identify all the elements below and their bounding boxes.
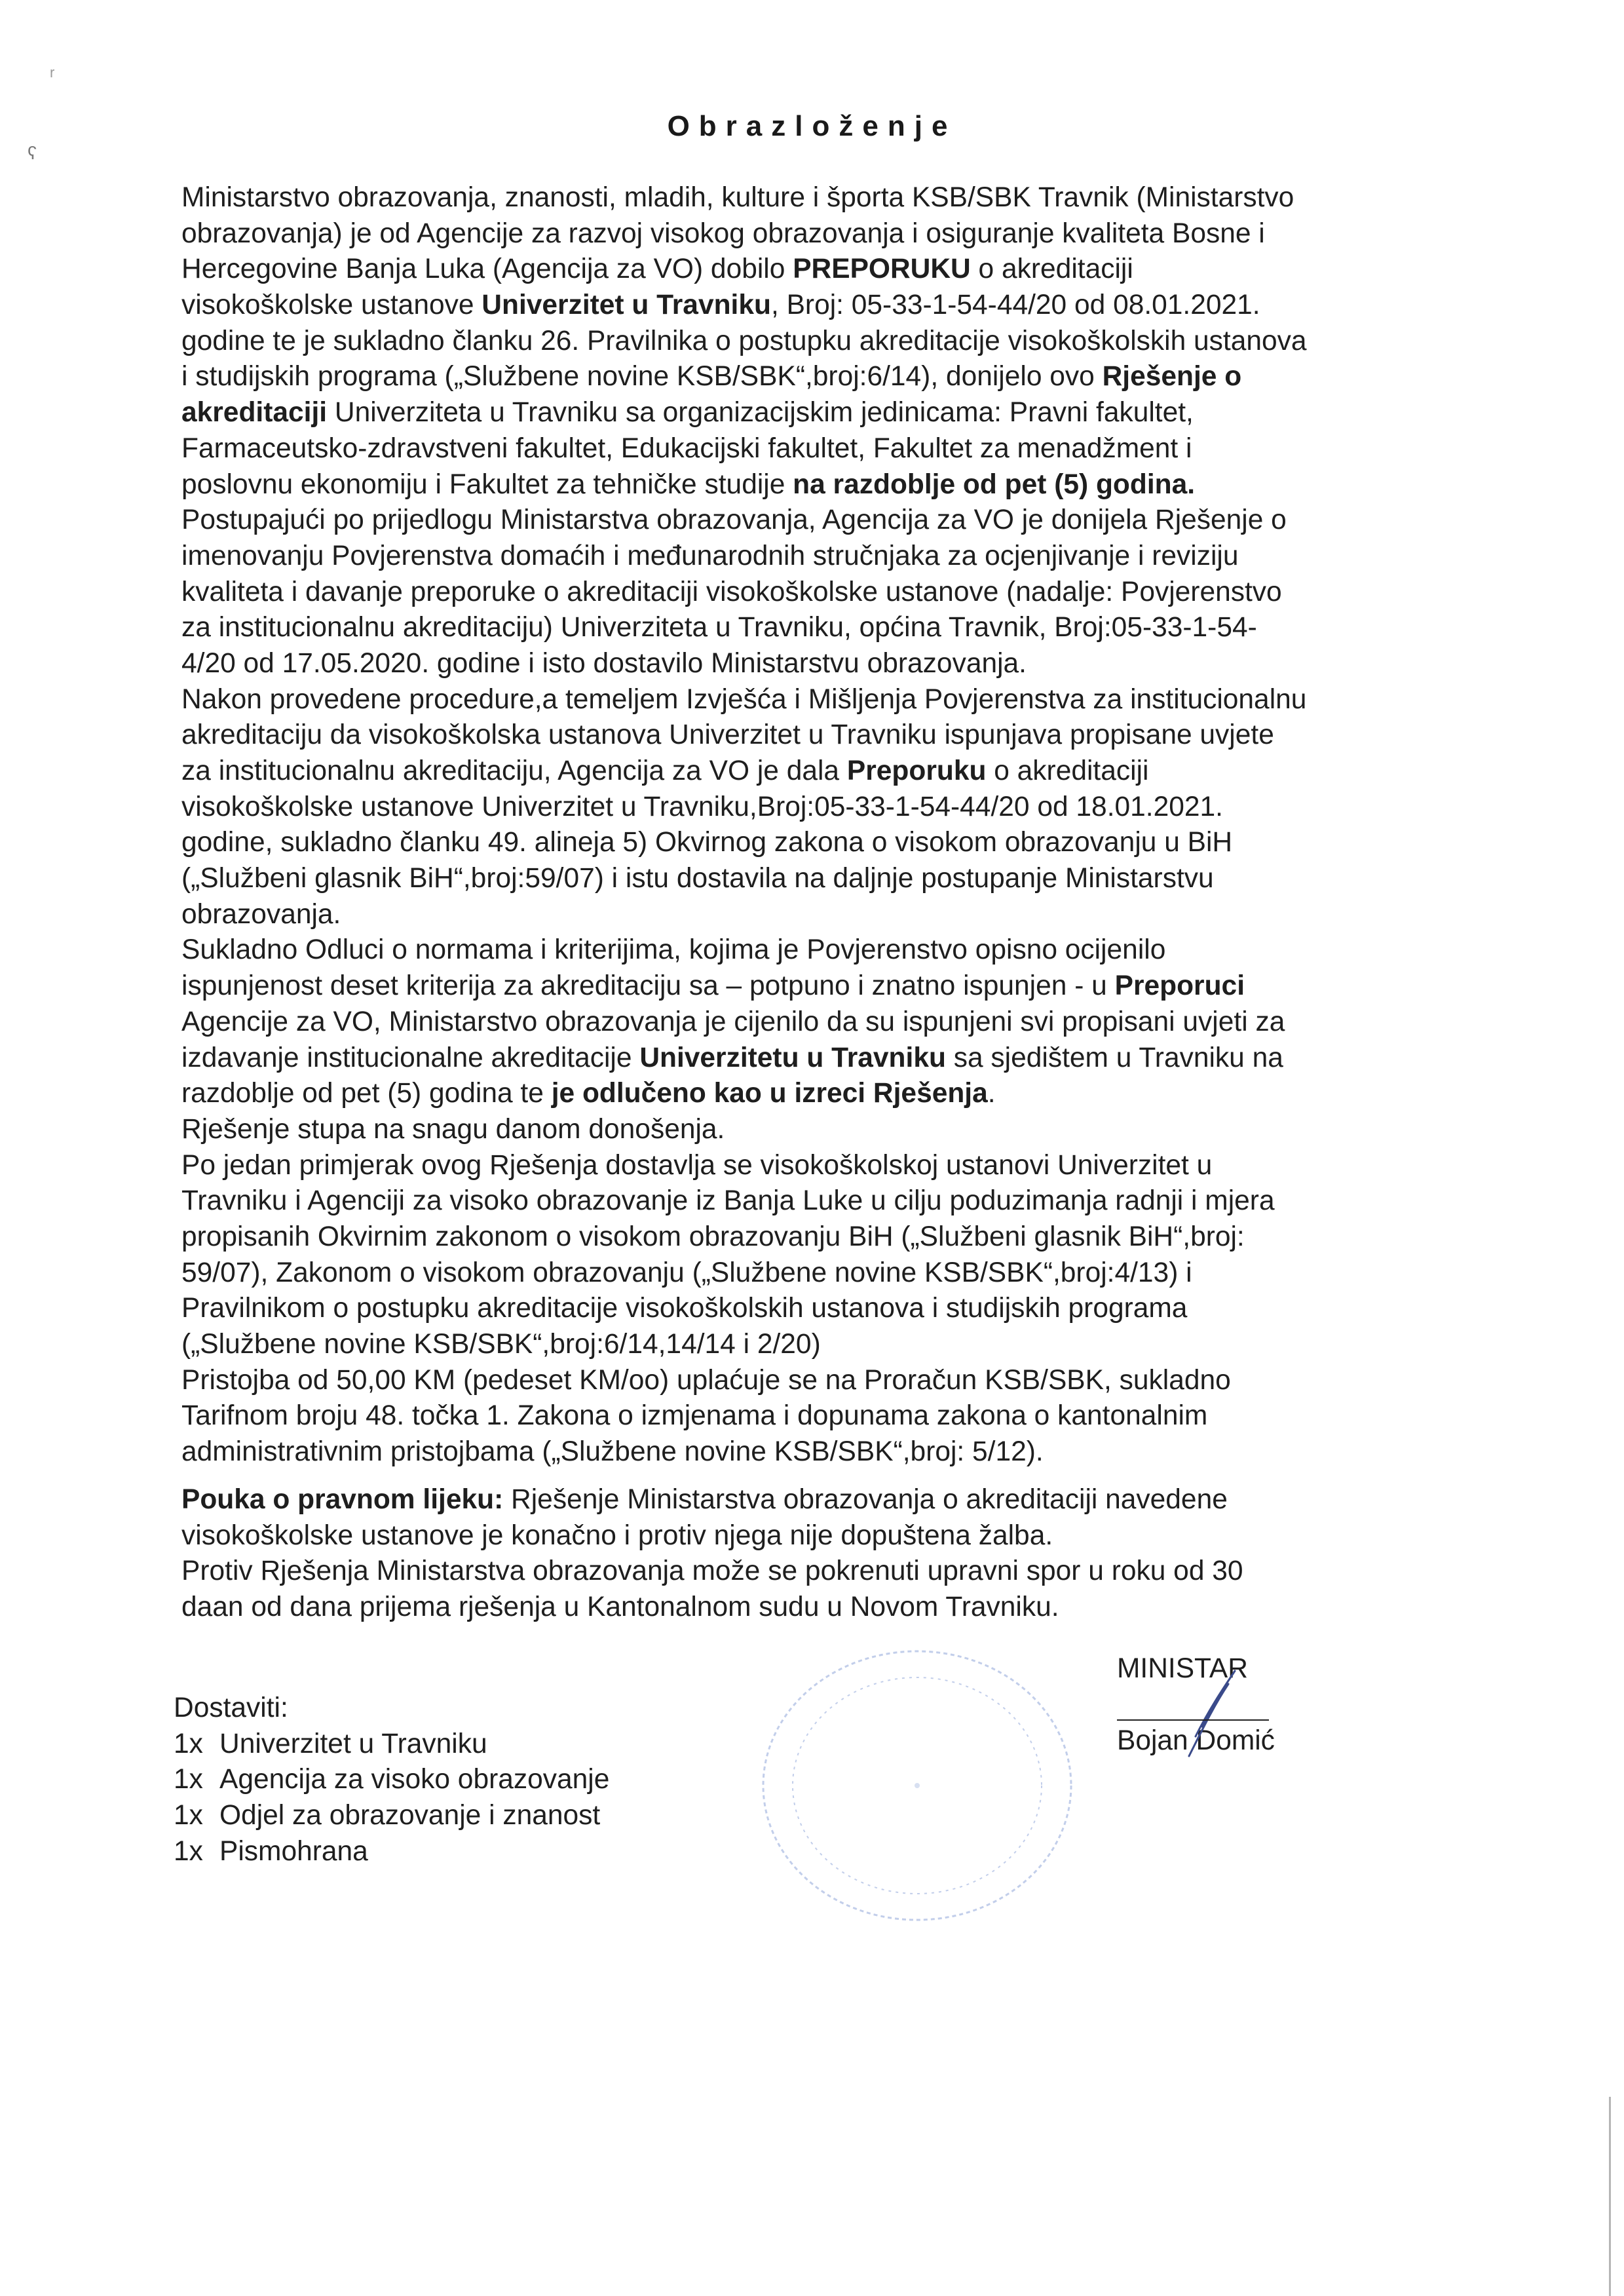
- text-line: Farmaceutsko-zdravstveni fakultet, Edukacijski fakultet, Fakultet za menadžment i: [181, 432, 1192, 464]
- text-line: i studijskih programa („Službene novine KSB/SBK“,broj:6/14), donijelo ovo Rješenje o: [181, 361, 1242, 392]
- text-line: Po jedan primjerak ovog Rješenja dostavlja se visokoškolskoj ustanovi Univerzitet u: [181, 1149, 1213, 1181]
- text-line: akreditaciji Univerziteta u Travniku sa organizacijskim jedinicama: Pravni fakultet,: [181, 397, 1194, 429]
- text-line: za institucionalnu akreditaciju, Agencija za VO je dala Preporuku o akreditaciji: [181, 756, 1149, 786]
- text-line: Rješenje stupa na snagu danom donošenja.: [181, 1113, 725, 1145]
- text-line: akreditaciju da visokoškolska ustanova Univerzitet u Travniku ispunjava propisane uvjete: [181, 719, 1274, 751]
- text-line: Tarifnom broju 48. točka 1. Zakona o izmjenama i dopunama zakona o kantonalnim: [181, 1400, 1208, 1432]
- text-line: za institucionalnu akreditaciju) Univerziteta u Travniku, općina Travnik, Broj:05-33-1-54-: [181, 612, 1257, 643]
- text-line: poslovnu ekonomiju i Fakultet za tehničke studije na razdoblje od pet (5) godina.: [181, 469, 1196, 500]
- text-line: Pouka o pravnom lijeku: Rješenje Ministarstva obrazovanja o akreditaciji navedene: [181, 1484, 1228, 1515]
- list-item: 1x Univerzitet u Travniku: [174, 1728, 487, 1759]
- legal-remedy-label: Pouka o pravnom lijeku:: [181, 1484, 504, 1515]
- distribution-heading: Dostaviti:: [174, 1693, 288, 1723]
- distribution-list: [174, 1691, 609, 1870]
- handwritten-signature: [1156, 1664, 1255, 1763]
- text-line: administrativnim pristojbama („Službene novine KSB/SBK“,broj: 5/12).: [181, 1436, 1044, 1468]
- signatory-role: MINISTAR: [1117, 1653, 1248, 1684]
- list-item: 1x Pismohrana: [174, 1835, 368, 1867]
- list-item: 1x Agencija za visoko obrazovanje: [174, 1764, 610, 1795]
- signatory-name: Bojan Domić: [1117, 1725, 1275, 1756]
- text-line: propisanih Okvirnim zakonom o visokom obrazovanju BiH („Službeni glasnik BiH“,broj:: [181, 1221, 1245, 1252]
- text-line: razdoblje od pet (5) godina te je odlučeno kao u izreci Rješenja.: [181, 1078, 996, 1109]
- text-line: Postupajući po prijedlogu Ministarstva obrazovanja, Agencija za VO je donijela Rješenje o: [181, 505, 1287, 536]
- margin-mark: r: [50, 64, 55, 81]
- text-line: obrazovanja) je od Agencije za razvoj visokog obrazovanja i osiguranje kvaliteta Bosne i: [181, 218, 1265, 249]
- text-line: Nakon provedene procedure,a temeljem Izvješća i Mišljenja Povjerenstva za institucionalnu: [181, 683, 1307, 715]
- list-item: 1x Odjel za obrazovanje i znanost: [174, 1800, 601, 1831]
- text-line: („Službeni glasnik BiH“,broj:59/07) i istu dostavila na daljnje postupanje Ministarstvu: [181, 863, 1214, 894]
- text-line: godine te je sukladno članku 26. Pravilnika o postupku akreditacije visokoškolskih ustanova: [181, 325, 1307, 356]
- text-line: ispunjenost deset kriterija za akreditaciju sa – potpuno i znatno ispunjen - u Preporuci: [181, 970, 1245, 1002]
- text-line: Sukladno Odluci o normama i kriterijima, kojima je Povjerenstvo opisno ocijenilo: [181, 934, 1166, 966]
- text-line: kvaliteta i davanje preporuke o akreditaciji visokoškolske ustanove (nadalje: Povjerenstvo: [181, 576, 1282, 607]
- signature-block: [1117, 1651, 1275, 1756]
- text-line: 4/20 od 17.05.2020. godine i isto dostavilo Ministarstvu obrazovanja.: [181, 647, 1027, 679]
- text-line: („Službene novine KSB/SBK“,broj:6/14,14/14 i 2/20): [181, 1329, 821, 1360]
- text-line: izdavanje institucionalne akreditacije Univerzitetu u Travniku sa sjedištem u Travniku na: [181, 1042, 1283, 1073]
- text-line: Protiv Rješenja Ministarstva obrazovanja može se pokrenuti upravni spor u roku od 30: [181, 1556, 1243, 1587]
- official-seal-stamp: [721, 1625, 1127, 1926]
- text-line: visokoškolske ustanove Univerzitet u Travniku, Broj: 05-33-1-54-44/20 od 08.01.2021.: [181, 290, 1260, 321]
- text-line: Pravilnikom o postupku akreditacije visokoškolskih ustanova i studijskih programa: [181, 1293, 1188, 1324]
- signature-line: [1117, 1719, 1269, 1721]
- text-line: visokoškolske ustanove je konačno i protiv njega nije dopuštena žalba.: [181, 1520, 1053, 1551]
- document-title: Obrazloženje: [667, 110, 957, 142]
- text-line: Travniku i Agenciji za visoko obrazovanje iz Banja Luke u cilju poduzimanja radnji i mjera: [181, 1185, 1275, 1217]
- text-line: Agencije za VO, Ministarstvo obrazovanja je cijenilo da su ispunjeni svi propisani uvjeti za: [181, 1006, 1285, 1037]
- scan-edge-line: [1609, 2097, 1611, 2296]
- document-body: [181, 180, 1426, 1470]
- text-line: obrazovanja.: [181, 898, 341, 930]
- text-line: imenovanju Povjerenstva domaćih i međunarodnih stručnjaka za ocjenjivanje i reviziju: [181, 540, 1239, 571]
- text-line: godine, sukladno članku 49. alineja 5) Okvirnog zakona o visokom obrazovanju u BiH: [181, 827, 1233, 858]
- legal-remedy-section: [181, 1482, 1243, 1626]
- text-line: Pristojba od 50,00 KM (pedeset KM/oo) uplaćuje se na Proračun KSB/SBK, sukladno: [181, 1364, 1231, 1396]
- margin-mark: ʕ: [28, 143, 37, 163]
- text-line: Ministarstvo obrazovanja, znanosti, mladih, kulture i športa KSB/SBK Travnik (Ministarstvo: [181, 182, 1294, 213]
- text-line: daan od dana prijema rješenja u Kantonalnom sudu u Novom Travniku.: [181, 1592, 1059, 1623]
- text-line: visokoškolske ustanove Univerzitet u Travniku,Broj:05-33-1-54-44/20 od 18.01.2021.: [181, 791, 1223, 822]
- text-line: 59/07), Zakonom o visokom obrazovanju („Službene novine KSB/SBK“,broj:4/13) i: [181, 1257, 1192, 1288]
- text-line: Hercegovine Banja Luka (Agencija za VO) dobilo PREPORUKU o akreditaciji: [181, 254, 1133, 285]
